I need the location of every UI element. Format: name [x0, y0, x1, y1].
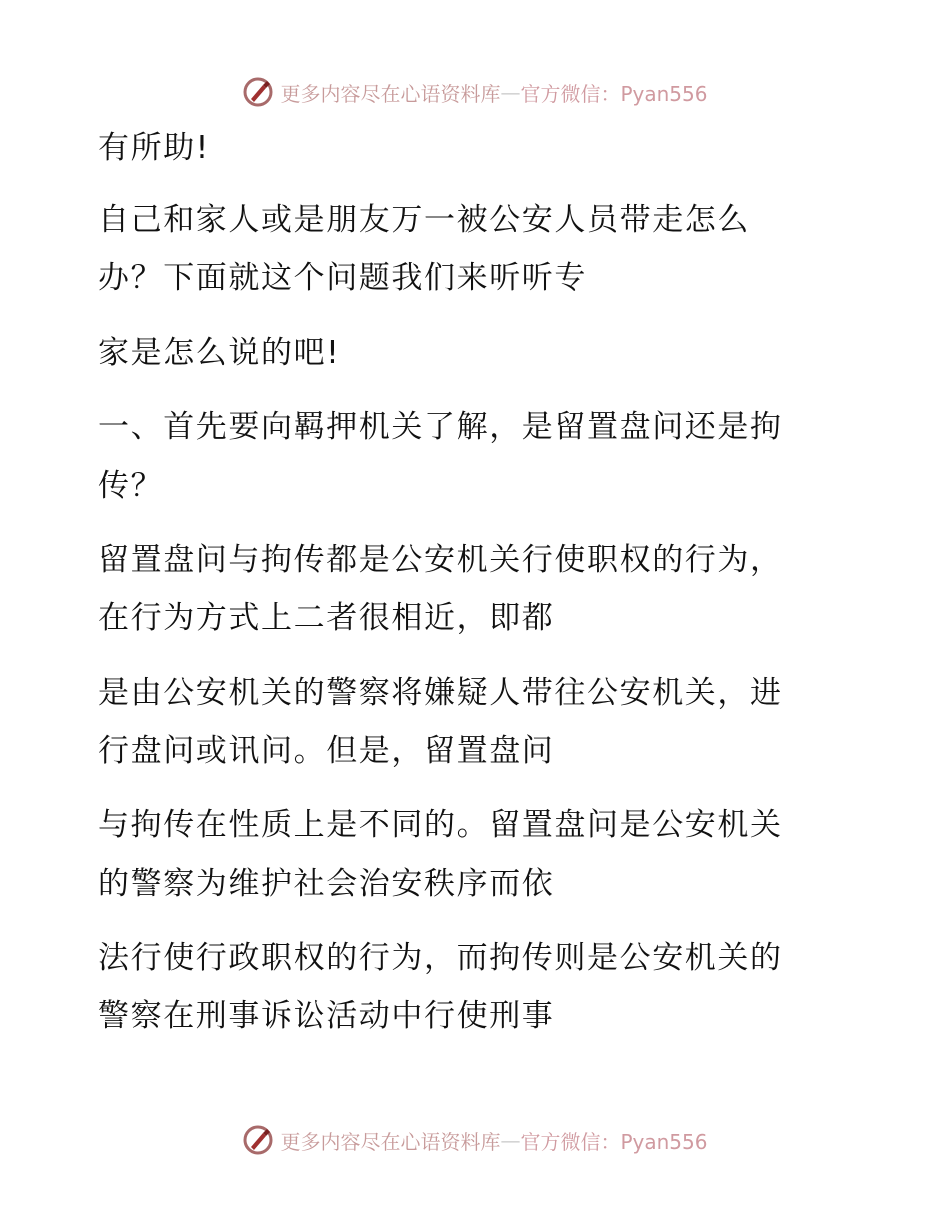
watermark-text: 更多内容尽在心语资料库: [280, 81, 501, 106]
text-line: 警察在刑事诉讼活动中行使刑事: [98, 998, 555, 1034]
text-line: 有所助!: [98, 130, 210, 166]
text-line: 办？下面就这个问题我们来听听专: [98, 260, 587, 296]
pen-logo-icon: [242, 1124, 274, 1156]
pen-logo-icon: [242, 76, 274, 108]
watermark-wechat: 官方微信：Pyan556: [520, 81, 708, 106]
text-line: 一、首先要向羁押机关了解，是留置盘问还是拘: [98, 409, 783, 445]
header-watermark: [0, 72, 950, 112]
footer-watermark: [0, 1120, 950, 1160]
text-line: 传？: [98, 468, 164, 504]
text-line: 留置盘问与拘传都是公安机关行使职权的行为，: [98, 542, 783, 578]
text-line: 自己和家人或是朋友万一被公安人员带走怎么: [98, 202, 750, 238]
watermark-separator: —: [500, 80, 521, 104]
watermark-wechat: 官方微信：Pyan556: [520, 1129, 708, 1154]
text-line: 家是怎么说的吧!: [98, 335, 341, 371]
watermark-text: 更多内容尽在心语资料库: [280, 1129, 501, 1154]
watermark-separator: —: [500, 1128, 521, 1152]
text-line: 与拘传在性质上是不同的。留置盘问是公安机关: [98, 807, 783, 843]
text-line: 法行使行政职权的行为，而拘传则是公安机关的: [98, 940, 783, 976]
text-line: 是由公安机关的警察将嫌疑人带往公安机关，进: [98, 675, 783, 711]
text-line: 在行为方式上二者很相近，即都: [98, 600, 555, 636]
text-line: 的警察为维护社会治安秩序而依: [98, 866, 555, 902]
text-line: 行盘问或讯问。但是，留置盘问: [98, 733, 555, 769]
